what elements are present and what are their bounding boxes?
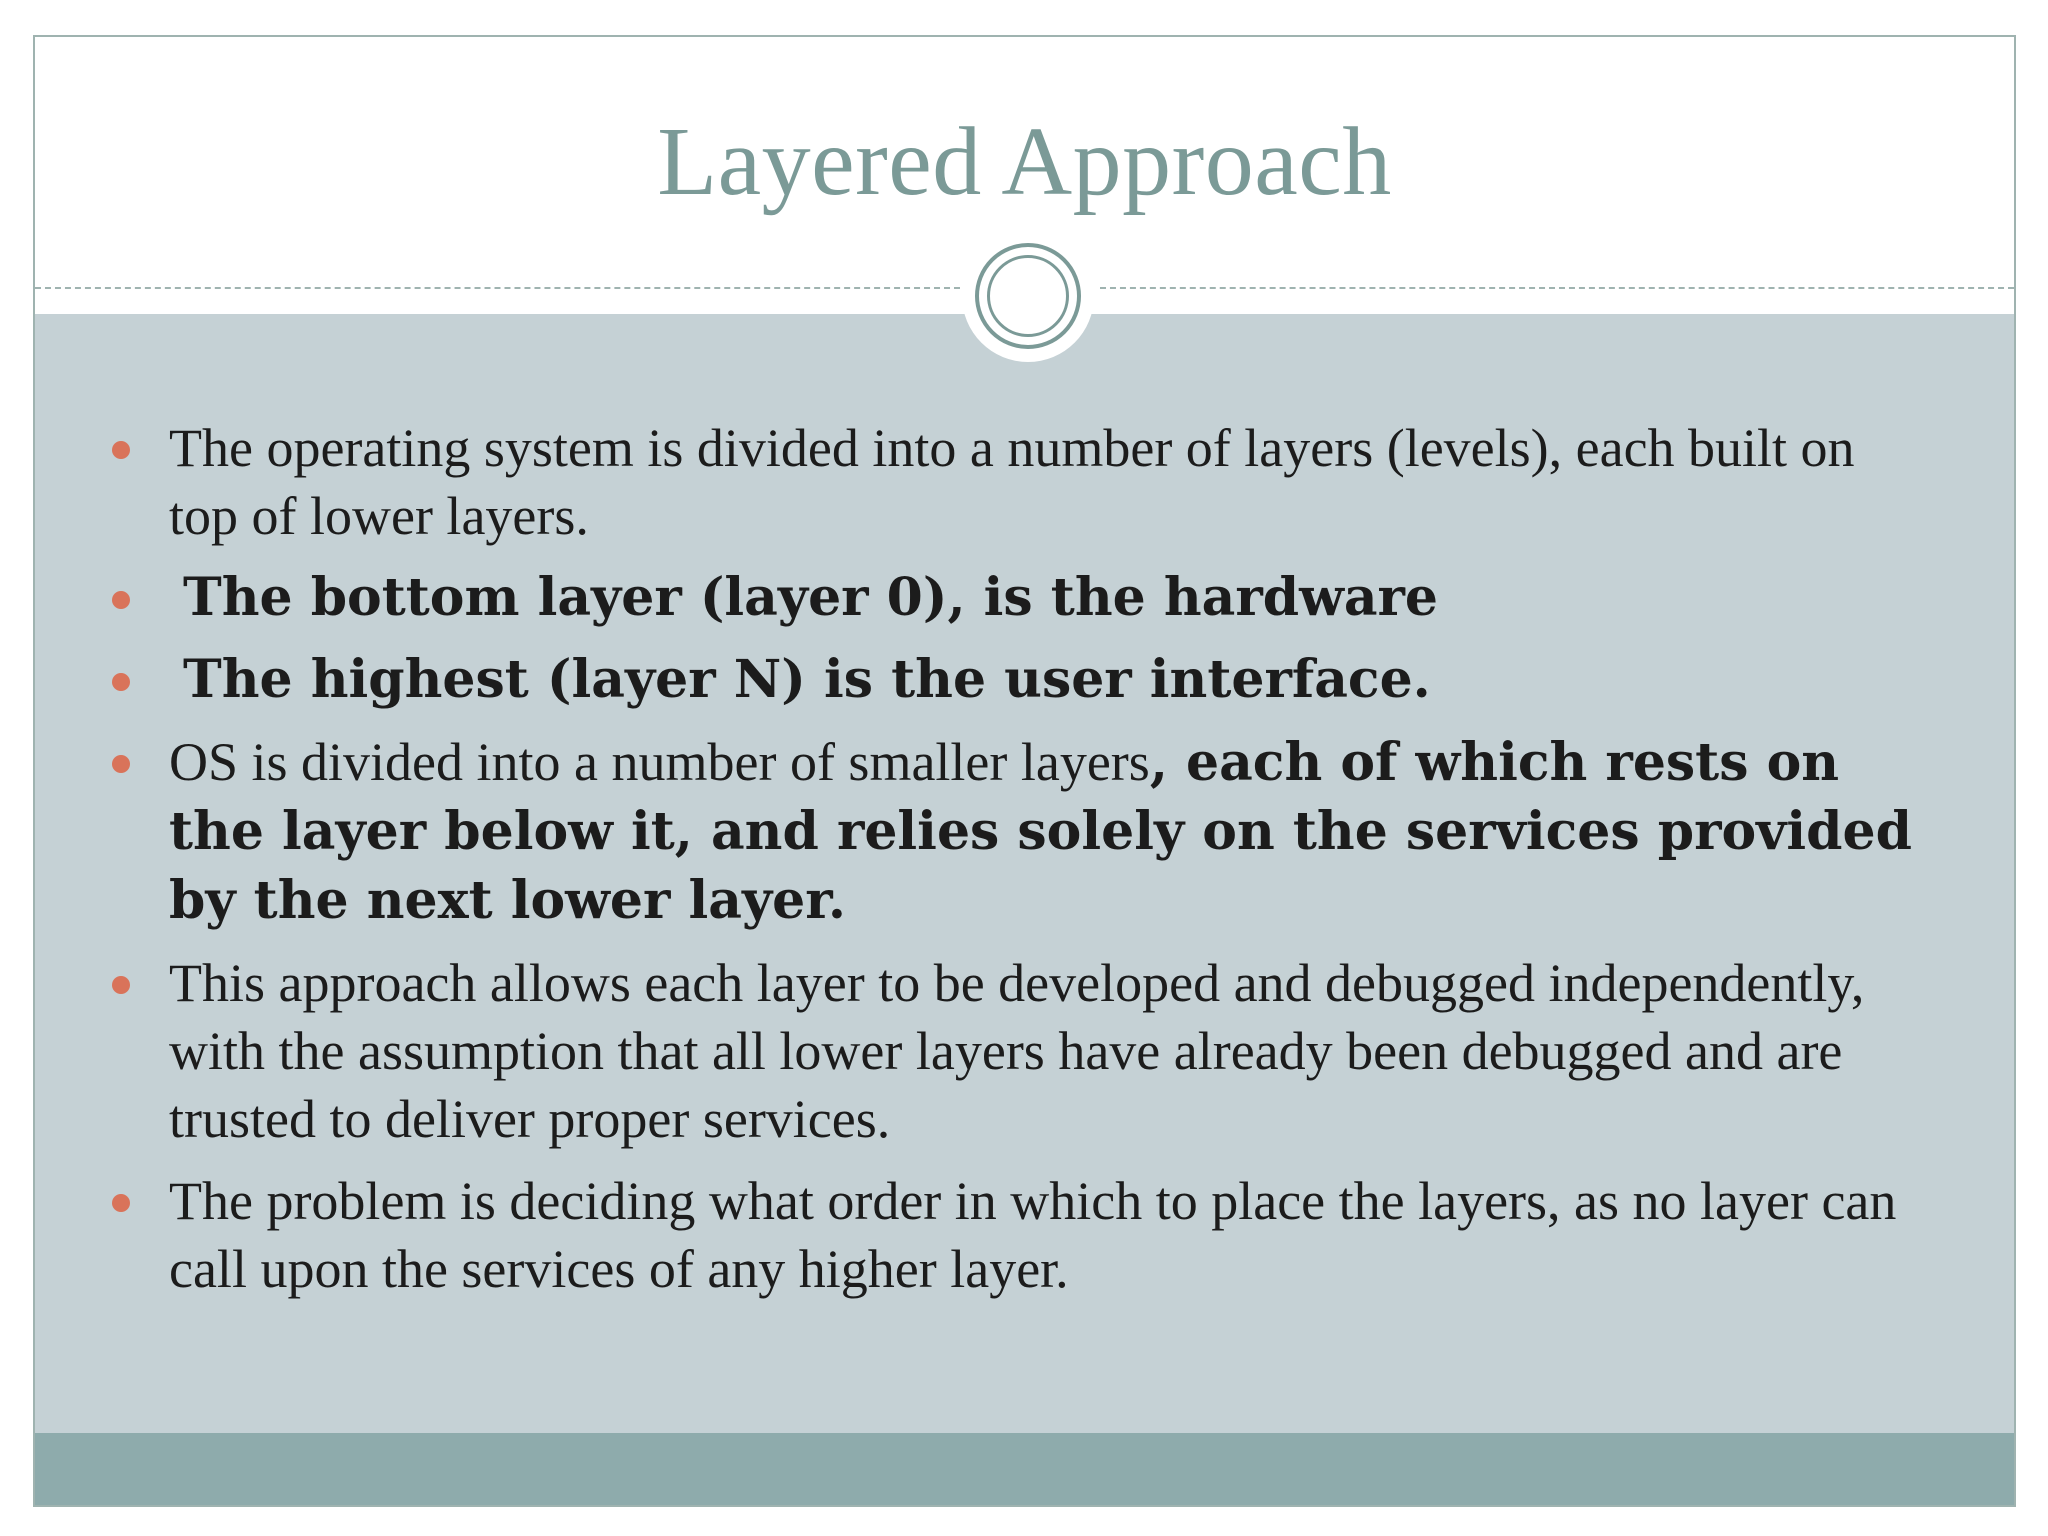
bullet-text: This approach allows each layer to be developed and debugged independently, with the assumption that all lower layers have already been debugged and are trusted to deliver proper services. <box>169 953 1865 1149</box>
dot-bullet-icon <box>112 441 130 459</box>
bullet-item <box>35 564 2014 632</box>
slide <box>33 35 2016 1507</box>
bullet-text: The operating system is divided into a number of layers (levels), each built on top of lower layers. <box>169 418 1855 546</box>
title-divider-left <box>35 287 960 289</box>
dot-bullet-icon <box>112 1194 130 1212</box>
dot-bullet-icon <box>112 755 130 773</box>
bullet-text-regular: OS is divided into a number of smaller layers <box>169 732 1150 792</box>
bullet-item <box>35 728 2014 935</box>
bullet-text: The highest (layer N) is the user interface. <box>183 649 1431 710</box>
bullet-text: The problem is deciding what order in which to place the layers, as no layer can call upon the services of any higher layer. <box>169 1171 1897 1299</box>
footer-bar <box>35 1433 2014 1505</box>
bullet-item <box>35 646 2014 714</box>
bullet-text-bold: , each of which rests on the layer below it, and relies solely on the services provided by the next lower layer. <box>169 732 1912 931</box>
bullet-item <box>35 949 2014 1153</box>
dot-bullet-icon <box>112 591 130 609</box>
content-area <box>35 314 2014 1469</box>
bullet-item <box>35 1167 2014 1303</box>
dot-bullet-icon <box>112 976 130 994</box>
inner-ring-icon <box>987 255 1069 337</box>
slide-title: Layered Approach <box>657 108 1392 216</box>
bullet-item <box>35 414 2014 550</box>
dot-bullet-icon <box>112 673 130 691</box>
bullet-list <box>35 414 2014 1317</box>
title-divider-right <box>1100 287 2014 289</box>
bullet-text: The bottom layer (layer 0), is the hardware <box>183 567 1439 628</box>
